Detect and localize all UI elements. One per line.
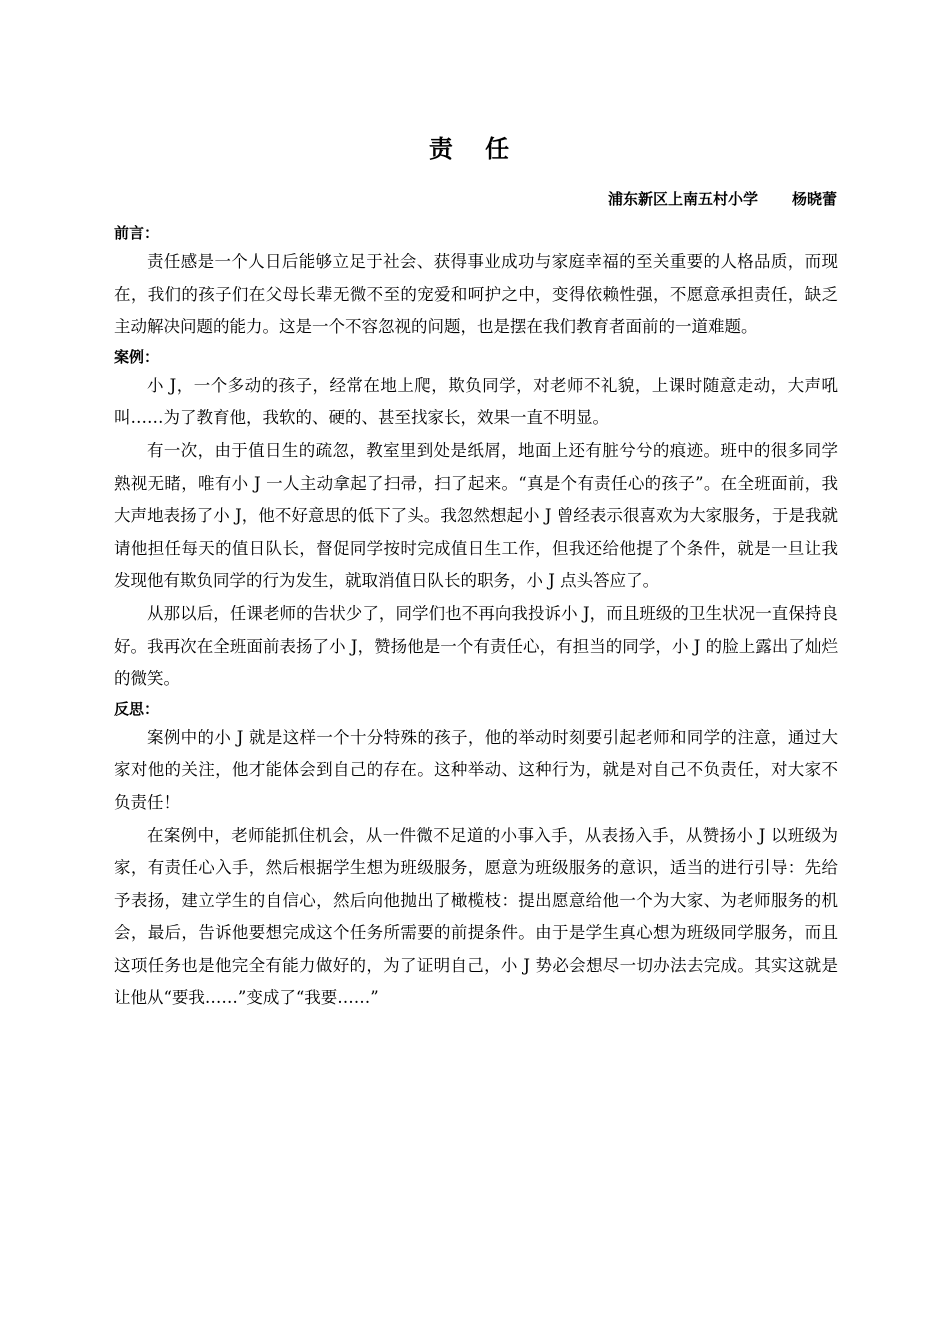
section-preface [114, 220, 838, 344]
paragraph: 在案例中，老师能抓住机会，从一件微不足道的小事入手，从表扬入手，从赞扬小 J 以班级为家，有责任心入手，然后根据学生想为班级服务，愿意为班级服务的意识，适当的进行引导：先给予表扬，建立学生的自信心，然后向他抛出了橄榄枝：提出愿意给他一个为大家、为老师服务的机会，最后，告诉他要想完成这个任务所需要的前提条件。由于是学生真心想为班级同学服务，而且这项任务也是他完全有能力做好的，为了证明自己，小 J 势必会想尽一切办法去完成。其实这就是让他从“要我……”变成了“我要……” [114, 825, 838, 1008]
document-title: 责 任 [428, 135, 522, 163]
paragraph: 小 J，一个多动的孩子，经常在地上爬，欺负同学，对老师不礼貌，上课时随意走动，大声吼叫……为了教育他，我软的、硬的、甚至找家长，效果一直不明显。 [114, 375, 838, 428]
document-body [114, 220, 838, 1015]
section-reflection [114, 696, 838, 1015]
author-school: 浦东新区上南五村小学 [607, 190, 758, 208]
byline [608, 187, 837, 211]
section-case [114, 344, 838, 696]
author-name: 杨晓蕾 [791, 190, 837, 208]
paragraph: 责任感是一个人日后能够立足于社会、获得事业成功与家庭幸福的至关重要的人格品质，而现在，我们的孩子们在父母长辈无微不至的宠爱和呵护之中，变得依赖性强，不愿意承担责任，缺乏主动解决问题的能力。这是一个不容忽视的问题，也是摆在我们教育者面前的一道难题。 [114, 252, 838, 337]
section-heading: 前言： [114, 224, 160, 242]
paragraph: 从那以后，任课老师的告状少了，同学们也不再向我投诉小 J，而且班级的卫生状况一直保持良好。我再次在全班面前表扬了小 J，赞扬他是一个有责任心，有担当的同学，小 J 的脸上露出了灿烂的微笑。 [114, 603, 838, 689]
section-heading: 案例： [114, 347, 160, 366]
paragraph: 案例中的小 J 就是这样一个十分特殊的孩子，他的举动时刻要引起老师和同学的注意，通过大家对他的关注，他才能体会到自己的存在。这种举动、这种行为，就是对自己不负责任，对大家不负责任！ [114, 727, 838, 812]
section-heading: 反思： [114, 699, 160, 718]
paragraph: 有一次，由于值日生的疏忽，教室里到处是纸屑，地面上还有脏兮兮的痕迹。班中的很多同学熟视无睹，唯有小 J 一人主动拿起了扫帚，扫了起来。“真是个有责任心的孩子”。在全班面前，我大声地表扬了小 J，他不好意思的低下了头。我忽然想起小 J 曾经表示很喜欢为大家服务，于是我就请他担任每天的值日队长，督促同学按时完成值日生工作，但我还给他提了个条件，就是一旦让我发现他有欺负同学的行为发生，就取消值日队长的职务，小 J 点头答应了。 [114, 440, 838, 591]
